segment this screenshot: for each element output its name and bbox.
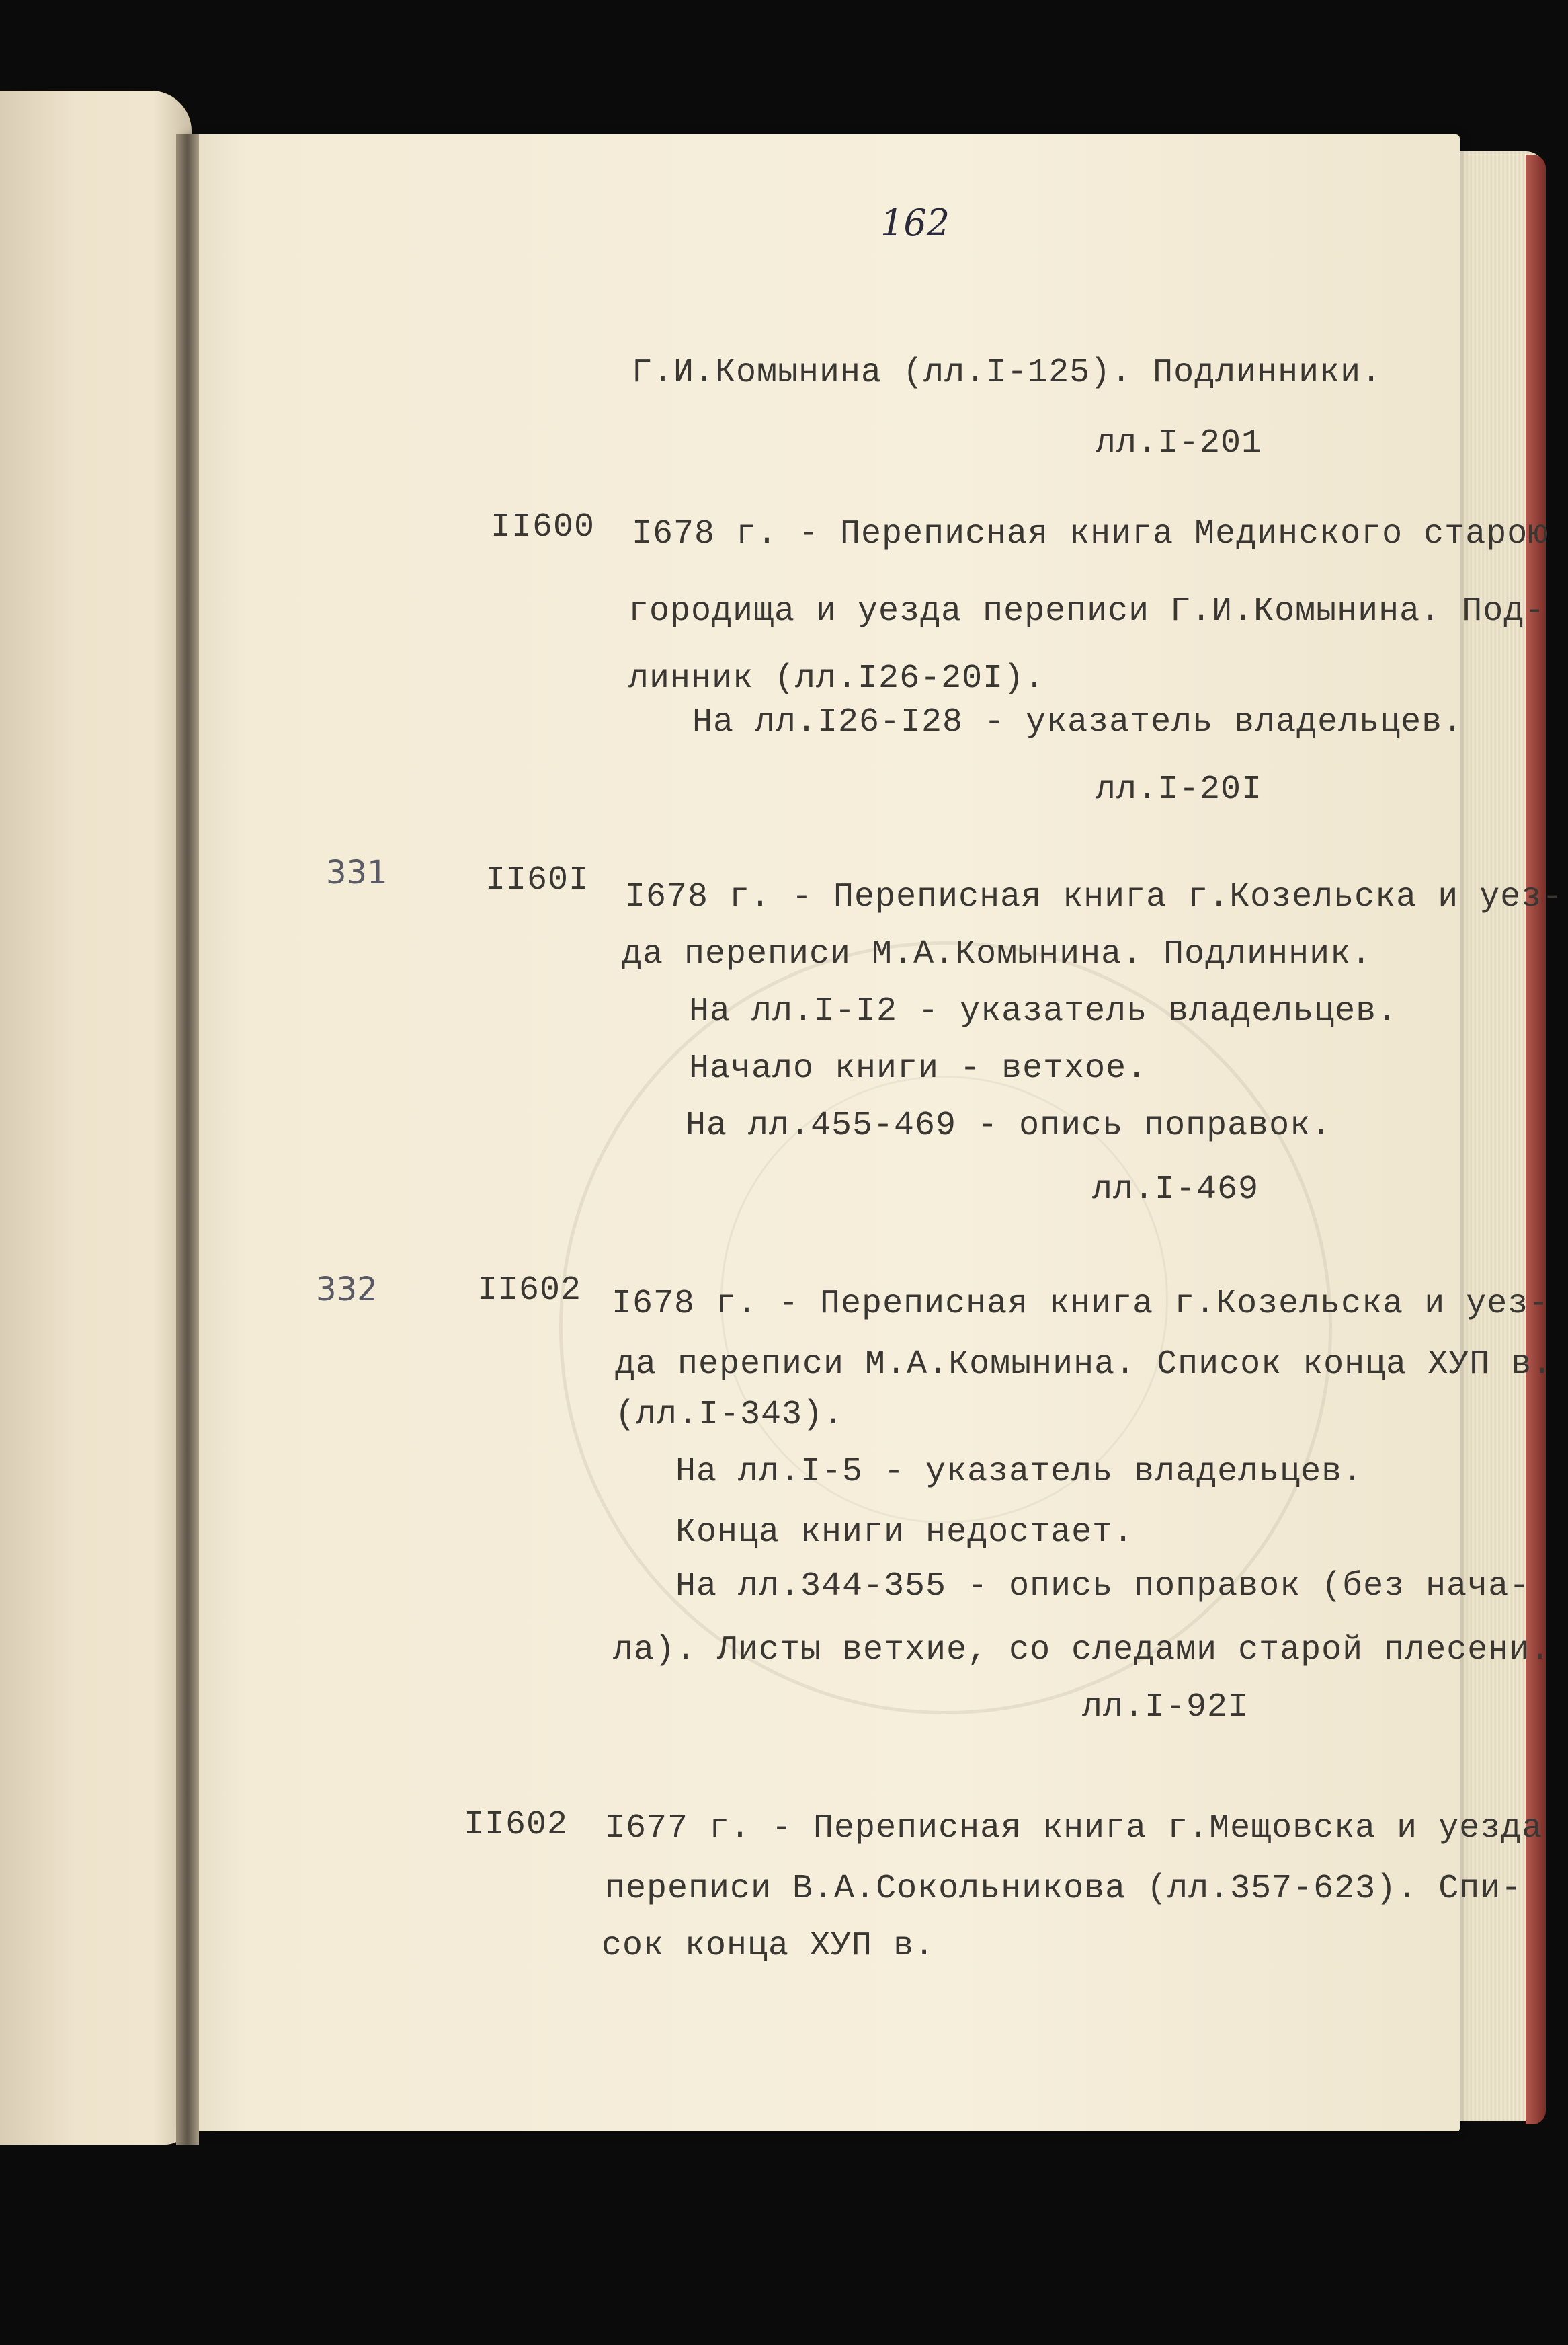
page-number: 162 <box>880 202 950 244</box>
text-line: На лл.I-5 - указатель владельцев. <box>675 1453 1364 1491</box>
margin-mark: 332 <box>316 1271 378 1308</box>
text-line: На лл.I-I2 - указатель владельцев. <box>689 992 1398 1031</box>
text-line: I677 г. - Переписная книга г.Мещовска и уезда <box>605 1809 1543 1847</box>
text-line: (лл.I-343). <box>615 1396 845 1434</box>
text-line: городища и уезда переписи Г.И.Комынина. Под- <box>628 592 1546 631</box>
folio-range: лл.I-469 <box>1092 1170 1260 1209</box>
margin-mark: 331 <box>326 854 388 891</box>
text-line: На лл.I26-I28 - указатель владельцев. <box>692 703 1464 742</box>
text-line: На лл.455-469 - опись поправок. <box>686 1107 1332 1145</box>
text-line: переписи В.А.Сокольникова (лл.357-623). Спи- <box>605 1870 1522 1908</box>
text-line: сок конца ХУП в. <box>602 1927 936 1965</box>
text-line: I678 г. - Переписная книга г.Козельска и уез- <box>612 1285 1550 1323</box>
text-line: да переписи М.А.Комынина. Подлинник. <box>622 935 1372 973</box>
text-line: да переписи М.А.Комынина. Список конца ХУП в. <box>615 1345 1553 1384</box>
left-page <box>0 91 192 2145</box>
text-line: Начало книги - ветхое. <box>689 1049 1148 1088</box>
text-line: Г.И.Комынина (лл.I-125). Подлинники. <box>632 354 1383 392</box>
folio-range: лл.I-201 <box>1096 424 1263 463</box>
folio-range: лл.I-92I <box>1082 1688 1249 1726</box>
entry-number: II600 <box>491 508 595 547</box>
entry-number: II602 <box>477 1271 582 1310</box>
text-line: линник (лл.I26-20I). <box>628 660 1046 698</box>
text-line: Конца книги недостает. <box>675 1513 1134 1552</box>
text-line: I678 г. - Переписная книга г.Козельска и уез- <box>625 878 1563 916</box>
text-line: ла). Листы ветхие, со следами старой плесени. <box>613 1631 1551 1669</box>
entry-number: II60I <box>485 861 590 900</box>
text-line: На лл.344-355 - опись поправок (без нача- <box>675 1567 1530 1605</box>
folio-range: лл.I-20I <box>1096 770 1263 809</box>
text-line: I678 г. - Переписная книга Мединского старою <box>632 515 1549 553</box>
entry-number: II602 <box>464 1806 569 1844</box>
book-gutter <box>176 134 199 2145</box>
